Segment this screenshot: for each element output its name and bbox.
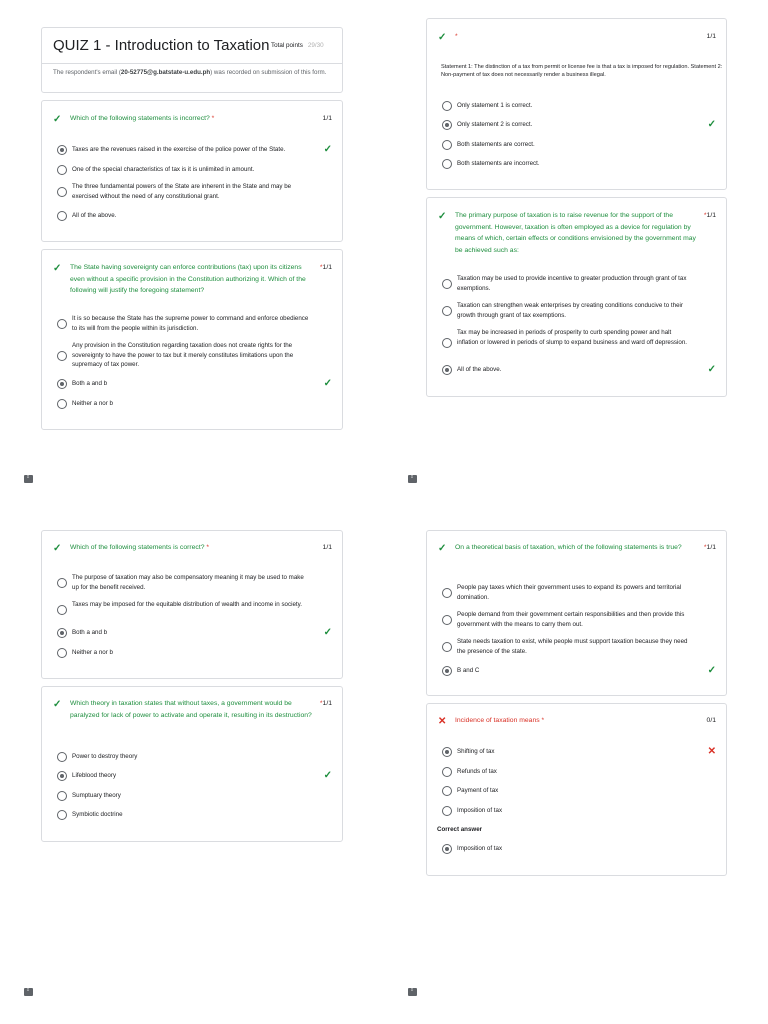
question-text: The primary purpose of taxation is to raise revenue for the support of the government. However, taxation is often employed as a device for regulation by means of which, certain effects or conditions envisioned by the government may be achieved such as: [455, 212, 696, 254]
correct-answer-label: Correct answer [437, 826, 483, 833]
question-card [41, 686, 343, 842]
correct-check-icon: ✓ [53, 263, 62, 274]
answer-option[interactable]: Taxes are the revenues raised in the exercise of the police power of the State. ✓ [57, 145, 332, 157]
correct-check-icon: ✓ [53, 114, 62, 125]
question-card [426, 18, 727, 190]
answer-option[interactable]: Symbiotic doctrine [57, 810, 332, 822]
question-text: Which theory in taxation states that without taxes, a government would be paralyzed for lack of power to activate and operate it, resulting in its destruction? [70, 700, 312, 719]
answer-option[interactable]: Neither a nor b [57, 399, 332, 411]
correct-check-icon: ✓ [707, 665, 716, 676]
correct-check-icon: ✓ [323, 770, 332, 781]
correct-check-icon: ✓ [323, 378, 332, 389]
radio-button[interactable] [442, 767, 452, 777]
answer-option[interactable]: Power to destroy theory [57, 752, 332, 764]
radio-button[interactable] [57, 351, 67, 361]
correct-check-icon: ✓ [438, 211, 447, 222]
incorrect-x-icon: ✕ [707, 746, 716, 757]
answer-option[interactable]: Payment of tax [442, 786, 716, 798]
question-score: *1/1 [319, 264, 332, 271]
radio-button[interactable] [57, 165, 67, 175]
answer-option[interactable]: Sumptuary theory [57, 791, 332, 803]
respondent-email: 20-52775@g.batstate-u.edu.ph [120, 69, 211, 76]
answer-option[interactable]: All of the above. [57, 211, 332, 223]
answer-option[interactable]: Both statements are correct. [442, 140, 716, 152]
answer-option[interactable]: All of the above. ✓ [442, 365, 716, 377]
report-feedback-icon[interactable] [408, 988, 417, 996]
correct-check-icon: ✓ [438, 543, 447, 554]
radio-button[interactable] [57, 319, 67, 329]
question-text: * [455, 33, 458, 40]
radio-button[interactable] [442, 101, 452, 111]
quiz-header-card [41, 27, 343, 93]
correct-check-icon: ✓ [323, 627, 332, 638]
total-points: Total points 29/30 [271, 42, 324, 49]
answer-option[interactable]: Both statements are incorrect. [442, 159, 716, 171]
question-text: Incidence of taxation means * [455, 717, 545, 724]
radio-button[interactable] [442, 306, 452, 316]
radio-button[interactable] [57, 752, 67, 762]
answer-option[interactable]: Both a and b ✓ [57, 379, 332, 391]
radio-button[interactable] [442, 140, 452, 150]
radio-button[interactable] [57, 605, 67, 615]
radio-button[interactable] [57, 648, 67, 658]
question-text: On a theoretical basis of taxation, which of the following statements is true? [455, 544, 682, 551]
question-card [41, 100, 343, 242]
report-feedback-icon[interactable] [24, 988, 33, 996]
correct-answer-option: Imposition of tax [442, 844, 716, 856]
correct-check-icon: ✓ [323, 144, 332, 155]
radio-selected[interactable] [442, 365, 452, 375]
question-score: 1/1 [322, 544, 332, 551]
radio-button[interactable] [442, 588, 452, 598]
radio-selected[interactable] [442, 120, 452, 130]
email-note: The respondent's email (20-52775@g.batstate-u.edu.ph) was recorded on submission of this form. [53, 69, 327, 76]
answer-option[interactable]: Taxation can strengthen weak enterprises by creating conditions conducive to their growth through grant of tax exemptions. [442, 301, 716, 321]
correct-check-icon: ✓ [438, 32, 447, 43]
quiz-title: QUIZ 1 - Introduction to Taxation [53, 37, 270, 54]
radio-selected[interactable] [57, 379, 67, 389]
answer-option[interactable]: Taxation may be used to provide incentive to greater production through grant of tax exemptions. [442, 274, 716, 294]
answer-option[interactable]: Neither a nor b [57, 648, 332, 660]
answer-option[interactable]: Any provision in the Constitution regarding taxation does not create rights for the sovereignty to have the power to tax but it merely constitutes limitations upon the supremacy of tax power. [57, 341, 332, 371]
incorrect-x-icon: ✕ [438, 716, 447, 727]
radio-button[interactable] [442, 642, 452, 652]
question-score: 0/1 [706, 717, 716, 724]
answer-option[interactable]: Shifting of tax ✕ [442, 747, 716, 759]
question-card [41, 249, 343, 430]
answer-option[interactable]: Only statement 2 is correct. ✓ [442, 120, 716, 132]
report-feedback-icon[interactable] [24, 475, 33, 483]
question-score: 1/1 [322, 115, 332, 122]
radio-button[interactable] [442, 279, 452, 289]
answer-option[interactable]: The three fundamental powers of the State are inherent in the State and may be exercised without the need of any constitutional grant. [57, 182, 332, 204]
report-feedback-icon[interactable] [408, 475, 417, 483]
radio-selected[interactable] [57, 145, 67, 155]
radio-button[interactable] [57, 187, 67, 197]
answer-option[interactable]: Only statement 1 is correct. [442, 101, 716, 113]
question-score: 1/1 [706, 33, 716, 40]
answer-option[interactable]: B and C ✓ [442, 666, 716, 678]
answer-option[interactable]: The purpose of taxation may also be compensatory meaning it may be used to make up for the benefit received. [57, 573, 332, 593]
radio-selected[interactable] [57, 628, 67, 638]
answer-option[interactable]: It is so because the State has the supreme power to command and enforce obedience to its will from the people within its jurisdiction. [57, 314, 332, 334]
radio-button[interactable] [57, 810, 67, 820]
answer-option[interactable]: One of the special characteristics of tax is it is unlimited in amount. [57, 165, 332, 177]
answer-option[interactable]: State needs taxation to exist, while people must support taxation because they need the presence of the state. [442, 637, 716, 657]
radio-button[interactable] [442, 159, 452, 169]
radio-button[interactable] [57, 578, 67, 588]
answer-option[interactable]: Lifeblood theory ✓ [57, 771, 332, 783]
radio-button[interactable] [442, 786, 452, 796]
answer-option[interactable]: Tax may be increased in periods of prosperity to curb spending power and halt inflation or lowered in periods of slump to expand business and ward off depression. [442, 328, 716, 358]
answer-option[interactable]: Imposition of tax [442, 806, 716, 818]
radio-button[interactable] [57, 399, 67, 409]
radio-button[interactable] [57, 211, 67, 221]
answer-option[interactable]: Taxes may be imposed for the equitable distribution of wealth and income in society. [57, 600, 332, 620]
radio-button[interactable] [442, 806, 452, 816]
radio-button[interactable] [57, 791, 67, 801]
radio-selected [442, 844, 452, 854]
answer-option[interactable]: People pay taxes which their government uses to expand its powers and territorial domination. [442, 583, 716, 603]
radio-selected[interactable] [442, 666, 452, 676]
correct-check-icon: ✓ [53, 543, 62, 554]
question-card [426, 703, 727, 876]
question-score: *1/1 [319, 700, 332, 707]
question-card [426, 197, 727, 397]
question-score: *1/1 [703, 212, 716, 219]
radio-button[interactable] [442, 615, 452, 625]
answer-option[interactable]: Both a and b ✓ [57, 628, 332, 640]
radio-selected[interactable] [442, 747, 452, 757]
correct-check-icon: ✓ [53, 699, 62, 710]
question-text: Which of the following statements is incorrect? * [70, 115, 215, 122]
correct-check-icon: ✓ [707, 364, 716, 375]
answer-option[interactable]: People demand from their government certain responsibilities and then provide this government with the means to carry them out. [442, 610, 716, 630]
question-score: *1/1 [703, 544, 716, 551]
radio-button[interactable] [442, 338, 452, 348]
question-text: The State having sovereignty can enforce contributions (tax) upon its citizens even without a specific provision in the Constitution authorizing it. Which of the following will justify the foregoing statement? [70, 264, 306, 294]
header-divider [42, 63, 342, 64]
statement-text: Statement 1: The distinction of a tax from permit or license fee is that a tax is imposed for regulation. Statement 2: Non-payment of tax does not necessarily render a business illegal. [441, 64, 723, 78]
radio-selected[interactable] [57, 771, 67, 781]
question-card [41, 530, 343, 679]
question-card [426, 530, 727, 696]
correct-check-icon: ✓ [707, 119, 716, 130]
question-text: Which of the following statements is correct? * [70, 544, 210, 551]
answer-option[interactable]: Refunds of tax [442, 767, 716, 779]
